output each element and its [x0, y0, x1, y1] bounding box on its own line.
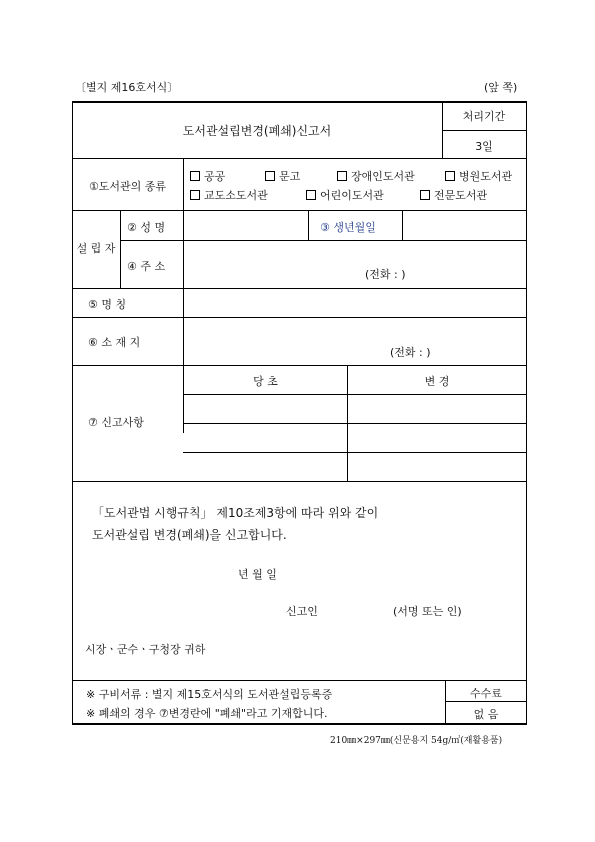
checkbox[interactable]: [337, 171, 347, 181]
after-field-1[interactable]: [348, 395, 525, 422]
location-label: ⑥ 소 재 지: [88, 336, 141, 349]
divider: [72, 680, 527, 681]
after-field-2[interactable]: [348, 424, 525, 451]
page-side: (앞 쪽): [484, 81, 518, 94]
addressee: 시장ㆍ군수ㆍ구청장 귀하: [85, 643, 206, 656]
library-name-label: ⑤ 명 칭: [88, 298, 127, 311]
divider: [72, 158, 527, 159]
fee-label: 수수료: [470, 687, 502, 700]
location-phone: (전화 : ): [390, 346, 431, 359]
library-type-label: ①도서관의 종류: [88, 180, 167, 193]
paper-spec: 210㎜×297㎜(신문용지 54g/㎡(재활용품): [330, 736, 503, 746]
option-children-library[interactable]: 어린이도서관: [306, 187, 384, 203]
checkbox[interactable]: [306, 190, 316, 200]
divider: [442, 130, 527, 131]
frame-top: [72, 101, 527, 103]
frame-right: [526, 101, 527, 725]
option-special-library[interactable]: 전문도서관: [420, 187, 487, 203]
col-after: 변 경: [424, 375, 450, 388]
option-disabled-library[interactable]: 장애인도서관: [337, 168, 415, 184]
date-line: 년 월 일: [238, 568, 277, 581]
option-mungo[interactable]: 문고: [265, 168, 300, 184]
note-closure: ※ 폐쇄의 경우 ⑦변경란에 "폐쇄"라고 기재합니다.: [86, 707, 328, 720]
form-number: 〔별지 제16호서식〕: [75, 81, 179, 94]
address-field[interactable]: [184, 241, 525, 287]
name-field[interactable]: [184, 211, 308, 239]
founder-label: 설 립 자: [76, 242, 116, 255]
checkbox[interactable]: [190, 171, 200, 181]
divider: [445, 701, 527, 702]
library-name-field[interactable]: [184, 289, 525, 316]
frame-bottom: [72, 723, 527, 725]
divider: [72, 481, 527, 482]
processing-label: 처리기간: [462, 110, 506, 123]
checkbox[interactable]: [445, 171, 455, 181]
form-title: 도서관설립변경(폐쇄)신고서: [182, 124, 332, 138]
birthdate-field[interactable]: [403, 211, 525, 239]
before-field-2[interactable]: [184, 424, 346, 451]
name-label: ② 성 명: [127, 221, 166, 234]
before-field-1[interactable]: [184, 395, 346, 422]
divider: [308, 210, 309, 240]
location-field[interactable]: [184, 318, 525, 364]
checkbox[interactable]: [420, 190, 430, 200]
option-prison-library[interactable]: 교도소도서관: [190, 187, 268, 203]
address-label: ④ 주 소: [127, 260, 166, 273]
fee-value: 없 음: [473, 708, 499, 721]
statement-line-2: 도서관설립 변경(폐쇄)을 신고합니다.: [92, 528, 287, 542]
reporter-label: 신고인: [286, 605, 318, 618]
option-hospital-library[interactable]: 병원도서관: [445, 168, 512, 184]
note-documents: ※ 구비서류 : 별지 제15호서식의 도서관설립등록증: [86, 688, 333, 701]
birthdate-label: ③ 생년월일: [320, 221, 376, 234]
checkbox[interactable]: [265, 171, 275, 181]
report-label: ⑦ 신고사항: [88, 416, 144, 429]
processing-value: 3일: [475, 140, 493, 153]
divider: [72, 365, 527, 366]
after-field-3[interactable]: [348, 453, 525, 480]
col-before: 당 초: [253, 375, 278, 388]
option-public[interactable]: 공공: [190, 168, 225, 184]
frame-left: [72, 101, 73, 725]
founder-phone: (전화 : ): [365, 268, 406, 281]
checkbox[interactable]: [190, 190, 200, 200]
statement-line-1: 「도서관법 시행규칙」 제10조제3항에 따라 위와 같이: [92, 506, 379, 520]
divider: [120, 210, 121, 288]
signature-note: (서명 또는 인): [393, 605, 462, 618]
before-field-3[interactable]: [184, 453, 346, 480]
